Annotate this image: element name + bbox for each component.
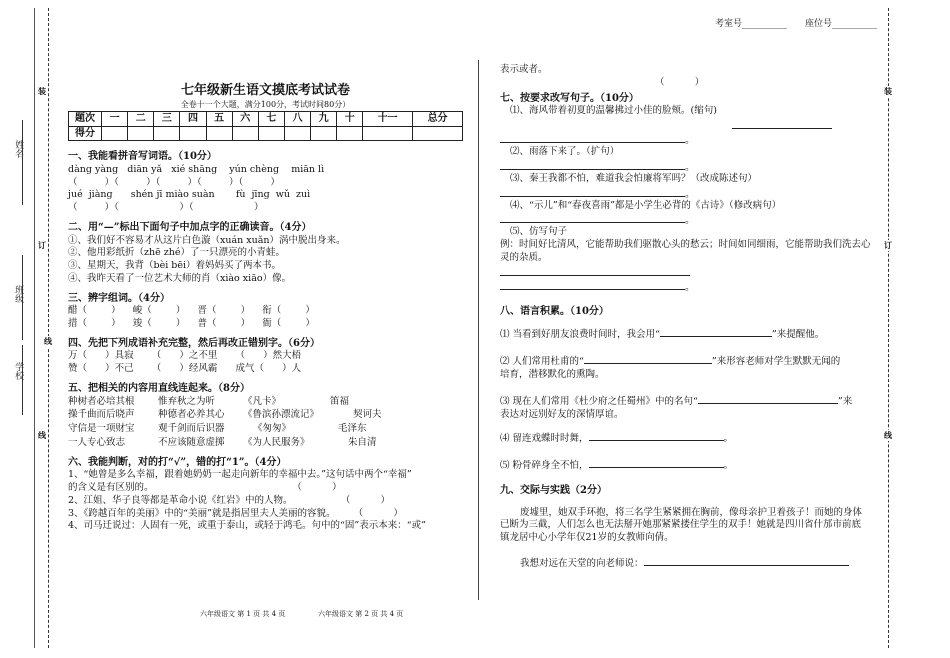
fill-line — [500, 430, 888, 446]
match-item[interactable]: 惟弃秋之为听 — [158, 395, 216, 407]
fill-prompt: ⑷ 留连戏蝶时时舞， — [500, 433, 589, 445]
left-page — [68, 82, 463, 533]
match-item[interactable]: 一人专心致志 — [68, 436, 126, 448]
answer-line[interactable] — [589, 457, 724, 468]
exam-room-label: 考室号__________ — [715, 19, 788, 29]
passage-line: 废墟里，她双手环抱，将三名学生紧紧拥在胸前，像母亲护卫着孩子！而她的身体 — [520, 506, 863, 518]
idiom-row[interactable]: 万（ ）具寂 （ ）之不里 （ ）然大梧 — [68, 350, 302, 362]
judgement-line[interactable]: 2、江姐、华子良等都是革命小说《红岩》中的人物。 （ ） — [68, 494, 391, 506]
fill-prompt: ”来 — [837, 395, 853, 407]
answer-brackets-row[interactable]: （ ）（ ）（ ）（ ）（ ） — [68, 176, 280, 188]
pinyin-row: dàng yàng diān yǎ xié shāng yún chèng miān lì — [68, 163, 325, 175]
answer-line-row — [500, 118, 888, 132]
answer-line[interactable] — [500, 212, 685, 223]
binding-mark: 装 — [884, 86, 892, 96]
match-item[interactable]: 种树者必培其根 — [68, 395, 135, 407]
binding-mark: 装 — [38, 86, 46, 96]
match-item[interactable]: 《为人民服务》 — [243, 436, 310, 448]
score-cell: 四 — [180, 112, 206, 127]
score-input-cell[interactable] — [311, 126, 337, 141]
section-2-heading: 二、用“—”标出下面句子中加点字的正确读音。（4分） — [68, 222, 312, 234]
pinyin-row: jué jiàng shén jī miào suàn fù jīng wǔ zuì — [68, 189, 311, 201]
period: 。 — [685, 134, 695, 146]
fill-prompt: 表达对远别好友的深情厚谊。 — [500, 408, 624, 420]
score-cell: 十 — [337, 112, 363, 127]
section-4-heading: 四、先把下列成语补充完整，然后再改正错别字。（6分） — [68, 337, 320, 349]
answer-line[interactable] — [500, 132, 685, 143]
question-line: ②、他用彩纸折（zhē zhé）了一只漂亮的小青蛙。 — [68, 247, 286, 259]
answer-line-row — [500, 279, 888, 293]
period: 。 — [723, 433, 734, 445]
score-cell: 十一 — [363, 112, 413, 127]
fill-prompt: 我想对远在天堂的向老师说： — [520, 557, 644, 569]
matching-grid — [68, 396, 463, 452]
match-item[interactable]: 《凡卡》 — [243, 395, 282, 407]
section-6-heading: 六、我能判断，对的打“√”，错的打“1”。（4分） — [68, 456, 287, 468]
fill-prompt: ”来形容老师对学生默默无闻的 — [711, 356, 841, 368]
fill-prompt: ⑶ 现在人们常用《杜少府之任蜀州》中的名句“ — [500, 395, 698, 407]
answer-line[interactable] — [660, 326, 772, 337]
match-item[interactable]: 《鲁滨孙漂流记》 — [243, 408, 320, 420]
answer-line-row — [500, 265, 888, 279]
binding-mark: 线 — [884, 430, 892, 440]
exam-subtitle: 全卷十一个大题，满分100分，考试时间80分） — [180, 99, 351, 109]
score-cell: 得分 — [69, 126, 102, 141]
answer-line[interactable] — [500, 265, 690, 276]
fill-prompt: 培育，潜移默化的熏陶。 — [500, 368, 605, 380]
match-item[interactable]: 毛泽东 — [338, 422, 367, 434]
judgement-line[interactable]: 的含义是有区别的。 （ ） — [68, 481, 342, 493]
school-underline — [22, 345, 23, 415]
period: 。 — [685, 161, 695, 173]
char-pair-row[interactable]: 措（ ） 竣（ ） 普（ ） 衙（ ） — [68, 318, 315, 330]
binding-mark: 线 — [44, 336, 52, 346]
continued-text: 表示或者。 — [500, 64, 548, 75]
left-binding-line — [48, 8, 49, 648]
fill-prompt: ⑵ 人们常用杜甫的“ — [500, 356, 584, 368]
answer-line-row — [500, 132, 888, 146]
score-cell: 五 — [206, 112, 232, 127]
fill-prompt: ⑸ 粉骨碎身全不怕， — [500, 460, 589, 472]
fill-line — [500, 555, 888, 571]
section-8-heading: 八、语言积累。（10分） — [500, 305, 609, 317]
score-cell: 总分 — [413, 112, 463, 127]
section-3-heading: 三、辨字组词。（4分） — [68, 292, 170, 304]
question-line: ③、星期天，我背（bèi bēi）着妈妈买了两本书。 — [68, 260, 282, 272]
rewrite-question: ⑸、仿写句子 — [510, 226, 568, 238]
answer-line[interactable] — [732, 118, 832, 129]
name-underline — [22, 120, 23, 205]
match-item[interactable]: 朱自清 — [348, 436, 377, 448]
exam-title: 七年级新生语文摸底考试试卷 — [180, 83, 350, 98]
rewrite-question: ⑴、海风带着初夏的温馨拂过小佳的脸颊。(缩句) — [510, 105, 717, 117]
passage-line: 已断为三截，人们怎么也无法掰开她那紧紧搂住学生的双手！她就是四川省什邡市前底 — [500, 519, 862, 531]
question-line: ①、我们好不容易才从这片白色漩（xuán xuǎn）涡中脱出身来。 — [68, 234, 346, 246]
answer-line-row — [500, 159, 888, 173]
match-item[interactable]: 笛福 — [330, 395, 350, 407]
page-footer-left: 六年级语文 第 1 页 共 4 页 — [200, 610, 286, 618]
match-item[interactable]: 《匆匆》 — [253, 422, 292, 434]
class-underline — [22, 255, 23, 340]
section-5-heading: 五、把相关的内容用直线连起来。（8分） — [68, 383, 250, 395]
left-binding-line-inner — [34, 8, 35, 648]
page-divider — [478, 60, 479, 600]
section-9-heading: 九、交际与实践（2分） — [500, 485, 607, 496]
score-input-cell[interactable] — [180, 126, 206, 141]
score-cell: 七 — [258, 112, 284, 127]
fill-line — [500, 326, 888, 342]
school-label: 学校 — [13, 362, 24, 380]
score-input-cell[interactable] — [258, 126, 284, 141]
page-footer-right: 六年级语文 第 2 页 共 4 页 — [318, 610, 404, 618]
answer-line[interactable] — [644, 555, 849, 566]
seat-number-label: 座位号__________ — [805, 19, 878, 29]
answer-line[interactable] — [500, 159, 685, 170]
binding-mark: 订 — [38, 240, 46, 250]
match-item[interactable]: 观千剑而后识器 — [158, 422, 225, 434]
score-cell: 九 — [311, 112, 337, 127]
match-item[interactable]: 契诃夫 — [353, 408, 382, 420]
answer-line-row — [500, 186, 888, 200]
answer-line[interactable] — [500, 279, 685, 290]
score-input-cell[interactable] — [232, 126, 258, 141]
fill-line — [500, 393, 888, 409]
score-cell: 六 — [232, 112, 258, 127]
idiom-row[interactable]: 赞（ ）不己 （ ）经风霸 成气（ ）人 — [68, 363, 302, 375]
name-label: 姓名 — [13, 140, 24, 158]
match-item[interactable]: 操千曲而后晓声 — [68, 408, 135, 420]
score-input-cell[interactable] — [102, 126, 128, 141]
binding-mark: 线 — [38, 430, 46, 440]
fill-line — [500, 457, 888, 473]
score-input-cell[interactable] — [337, 126, 363, 141]
answer-line[interactable] — [584, 353, 712, 364]
period: 。 — [685, 281, 695, 293]
score-input-cell[interactable] — [363, 126, 413, 141]
section-7-heading: 七、按要求改写句子。（10分） — [500, 92, 639, 104]
score-cell: 八 — [284, 112, 310, 127]
score-cell: 一 — [102, 112, 128, 127]
match-item[interactable]: 不应该随意虚掷 — [158, 436, 225, 448]
right-binding-line — [888, 8, 889, 648]
right-page — [500, 64, 888, 571]
match-item[interactable]: 守信是一项财宝 — [68, 422, 135, 434]
score-cell: 题次 — [69, 112, 102, 127]
score-cell: 二 — [128, 112, 154, 127]
char-pair-row[interactable]: 醋（ ） 峻（ ） 晋（ ） 衔（ ） — [68, 305, 315, 317]
score-input-cell[interactable] — [128, 126, 154, 141]
example-text: 灵的杂质。 — [500, 252, 548, 263]
score-input-cell[interactable] — [284, 126, 310, 141]
judgement-line: 4、司马迁说过：人固有一死，或重于泰山，或轻于鸿毛。句中的“固”表示本来：“或” — [68, 520, 426, 532]
answer-line[interactable] — [500, 186, 685, 197]
answer-line-row — [500, 212, 888, 226]
fill-prompt: ⑴ 当看到好朋友浪费时间时，我会用“ — [500, 329, 660, 341]
binding-mark: 订 — [884, 240, 892, 250]
answer-bracket[interactable]: （ ） — [655, 76, 705, 88]
period: 。 — [685, 215, 695, 227]
score-table-header-row — [69, 112, 463, 127]
score-table-score-row — [69, 126, 463, 141]
question-line: ④、我昨天看了一位艺术大师的肖（xiào xiāo）像。 — [68, 273, 292, 285]
match-item[interactable]: 种德者必养其心 — [158, 408, 225, 420]
judgement-line[interactable]: 3、《跨越百年的美丽》中的“美丽”就是指居里夫人美丽的容貌。 （ ） — [68, 507, 403, 519]
fill-line — [500, 353, 888, 369]
fill-prompt: ”来提醒他。 — [771, 329, 825, 341]
section-1-heading: 一、我能看拼音写词语。（10分） — [68, 151, 217, 163]
score-table — [68, 111, 463, 141]
period: 。 — [685, 188, 695, 200]
answer-line[interactable] — [698, 393, 838, 404]
passage-line: 镇龙居中心小学年仅21岁的女教师向倩。 — [500, 532, 674, 544]
score-input-cell[interactable] — [413, 126, 463, 141]
score-input-cell[interactable] — [154, 126, 180, 141]
example-text: 例：时间好比清风，它能帮助我们驱散心头的愁云；时间如同细雨，它能帮助我们洗去心 — [500, 239, 871, 251]
rewrite-question: ⑷、“示儿”和“春夜喜雨”都是小学生必背的《古诗》（修改病句） — [510, 199, 782, 211]
period: 。 — [723, 460, 734, 472]
class-label: 班级 — [13, 285, 24, 303]
score-input-cell[interactable] — [206, 126, 232, 141]
rewrite-question: ⑶、秦王我都不怕，难道我会怕廉将军吗？（改成陈述句） — [510, 172, 758, 184]
answer-line[interactable] — [589, 430, 724, 441]
answer-brackets-row[interactable]: （ ）（ ）（ ） — [68, 202, 264, 214]
score-cell: 三 — [154, 112, 180, 127]
rewrite-question: ⑵、雨落下来了。（扩句） — [510, 145, 620, 157]
judgement-line: 1、“她曾是多么幸福，跟着她奶奶一起走向新年的幸福中去。”这句话中两个“幸福” — [68, 469, 412, 481]
